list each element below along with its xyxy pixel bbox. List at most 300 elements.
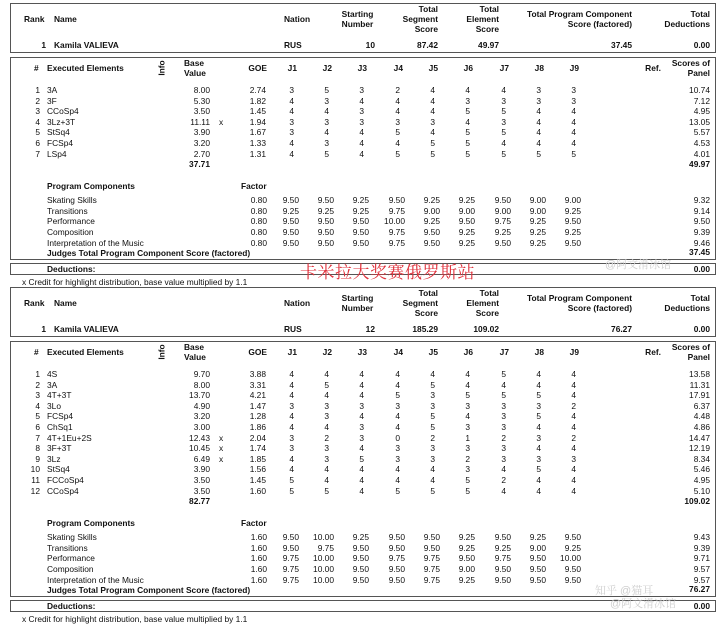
component-judge-score: 9.50 bbox=[423, 542, 440, 553]
footnote: x Credit for highlight distribution, base value multiplied by 1.1 bbox=[22, 614, 248, 624]
element-judge-score: 5 bbox=[395, 148, 400, 159]
component-judge-score: 9.25 bbox=[458, 195, 475, 206]
element-judge-score: 4 bbox=[359, 138, 364, 148]
element-judge-score: 4 bbox=[289, 464, 294, 475]
rank-value: 1 bbox=[41, 324, 46, 334]
judge-header-j8: J8 bbox=[534, 347, 544, 357]
tpcs-value: 76.27 bbox=[611, 324, 632, 334]
element-num: 4 bbox=[35, 116, 40, 127]
element-judge-score: 5 bbox=[430, 411, 435, 422]
info-header: Info bbox=[156, 344, 167, 360]
element-judge-score: 3 bbox=[395, 400, 400, 411]
element-base-value: 12.43 bbox=[189, 432, 210, 443]
element-judge-score: 4 bbox=[571, 464, 576, 475]
footnote: x Credit for highlight distribution, base value multiplied by 1.1 bbox=[22, 277, 248, 288]
element-judge-score: 4 bbox=[430, 464, 435, 475]
judge-header-j5: J5 bbox=[428, 347, 438, 357]
tpcs-label: Score (factored) bbox=[567, 19, 632, 29]
element-judge-score: 3 bbox=[430, 390, 435, 401]
component-name: Performance bbox=[47, 216, 95, 227]
element-judge-score: 4 bbox=[501, 379, 506, 390]
component-judge-score: 9.00 bbox=[529, 195, 546, 206]
tpcs-value: 37.45 bbox=[611, 40, 632, 50]
element-judge-score: 4 bbox=[324, 390, 329, 401]
element-judge-score: 5 bbox=[324, 379, 329, 390]
component-judge-score: 10.00 bbox=[313, 574, 334, 585]
starting-number-value: 12 bbox=[365, 324, 375, 334]
element-judge-score: 4 bbox=[571, 369, 576, 379]
component-name: Composition bbox=[47, 227, 94, 237]
goe-header: GOE bbox=[248, 63, 267, 73]
element-judge-score: 4 bbox=[289, 411, 294, 422]
component-factor: 1.60 bbox=[250, 542, 267, 553]
total-element-score-label: Element bbox=[466, 14, 499, 24]
element-goe: 1.60 bbox=[249, 485, 266, 496]
component-panel-score: 9.57 bbox=[693, 574, 710, 585]
element-base-value: 10.45 bbox=[189, 443, 210, 454]
element-goe: 1.67 bbox=[249, 127, 266, 138]
element-name: FCSp4 bbox=[47, 138, 74, 148]
element-panel-score: 12.19 bbox=[689, 443, 710, 454]
judge-header-j3: J3 bbox=[357, 63, 367, 73]
total-element-score-value: 49.97 bbox=[478, 40, 499, 50]
watermark: @阿文滑冰馆 bbox=[605, 259, 672, 271]
element-num: 1 bbox=[35, 85, 40, 95]
element-judge-score: 4 bbox=[359, 485, 364, 496]
total-element-score-label: Score bbox=[475, 24, 499, 34]
element-judge-score: 3 bbox=[324, 411, 329, 422]
base-value-header: Base bbox=[184, 58, 205, 68]
element-judge-score: 3 bbox=[536, 400, 541, 411]
nation-label: Nation bbox=[284, 14, 311, 24]
element-name: LSp4 bbox=[47, 148, 67, 159]
element-judge-score: 4 bbox=[359, 475, 364, 485]
element-name: 3A bbox=[47, 85, 58, 95]
element-goe: 3.31 bbox=[249, 379, 266, 390]
element-judge-score: 4 bbox=[324, 464, 329, 475]
component-judge-score: 9.50 bbox=[388, 532, 405, 543]
element-name: ChSq1 bbox=[47, 422, 73, 432]
element-judge-score: 4 bbox=[324, 106, 329, 117]
element-judge-score: 5 bbox=[289, 485, 294, 496]
component-judge-score: 9.50 bbox=[352, 227, 369, 237]
element-judge-score: 3 bbox=[324, 443, 329, 454]
component-judge-score: 9.75 bbox=[423, 574, 440, 585]
elements-total: 109.02 bbox=[684, 496, 710, 507]
component-judge-score: 10.00 bbox=[384, 216, 405, 227]
element-panel-score: 14.47 bbox=[689, 432, 710, 443]
component-judge-score: 9.75 bbox=[282, 553, 299, 564]
element-judge-score: 4 bbox=[289, 453, 294, 464]
element-judge-score: 4 bbox=[395, 464, 400, 475]
element-judge-score: 5 bbox=[324, 485, 329, 496]
total-element-score-label: Score bbox=[475, 308, 499, 318]
starting-number-label: Number bbox=[341, 19, 374, 29]
element-judge-score: 4 bbox=[359, 411, 364, 422]
component-judge-score: 9.50 bbox=[423, 532, 440, 543]
component-judge-score: 9.50 bbox=[352, 216, 369, 227]
component-judge-score: 9.25 bbox=[564, 205, 581, 216]
goe-header: GOE bbox=[248, 347, 267, 357]
element-judge-score: 4 bbox=[324, 475, 329, 485]
element-goe: 1.86 bbox=[249, 422, 266, 432]
component-judge-score: 9.50 bbox=[494, 574, 511, 585]
element-judge-score: 4 bbox=[536, 379, 541, 390]
element-judge-score: 3 bbox=[289, 85, 294, 95]
skater-name: Kamila VALIEVA bbox=[54, 324, 119, 334]
element-judge-score: 4 bbox=[395, 138, 400, 148]
element-judge-score: 3 bbox=[289, 432, 294, 443]
judge-header-j2: J2 bbox=[322, 63, 332, 73]
judge-header-j1: J1 bbox=[287, 347, 297, 357]
element-judge-score: 5 bbox=[501, 106, 506, 117]
element-judge-score: 3 bbox=[289, 400, 294, 411]
component-judge-score: 9.50 bbox=[282, 195, 299, 206]
component-judge-score: 9.50 bbox=[317, 195, 334, 206]
element-judge-score: 4 bbox=[324, 422, 329, 432]
element-judge-score: 4 bbox=[430, 475, 435, 485]
element-num: 12 bbox=[30, 485, 40, 496]
component-name: Interpretation of the Music bbox=[47, 237, 144, 248]
judges-total-value: 76.27 bbox=[689, 584, 710, 595]
element-judge-score: 4 bbox=[465, 411, 470, 422]
element-judge-score: 4 bbox=[571, 116, 576, 127]
component-judge-score: 9.50 bbox=[388, 574, 405, 585]
component-panel-score: 9.71 bbox=[693, 553, 710, 564]
rank-value: 1 bbox=[41, 40, 46, 50]
element-goe: 1.31 bbox=[249, 148, 266, 159]
total-segment-score-label: Segment bbox=[402, 14, 438, 24]
component-name: Interpretation of the Music bbox=[47, 574, 144, 585]
element-judge-score: 4 bbox=[430, 369, 435, 379]
element-judge-score: 4 bbox=[536, 443, 541, 454]
element-judge-score: 4 bbox=[395, 95, 400, 106]
element-judge-score: 4 bbox=[395, 422, 400, 432]
component-factor: 0.80 bbox=[250, 205, 267, 216]
element-judge-score: 5 bbox=[536, 148, 541, 159]
element-judge-score: 4 bbox=[395, 379, 400, 390]
component-panel-score: 9.39 bbox=[693, 227, 710, 237]
element-judge-score: 4 bbox=[359, 464, 364, 475]
element-judge-score: 2 bbox=[501, 475, 506, 485]
element-name: 3Lo bbox=[47, 400, 61, 411]
element-judge-score: 4 bbox=[359, 95, 364, 106]
element-judge-score: 3 bbox=[359, 422, 364, 432]
element-num: 3 bbox=[35, 106, 40, 117]
element-judge-score: 4 bbox=[359, 148, 364, 159]
component-judge-score: 9.50 bbox=[388, 542, 405, 553]
component-name: Skating Skills bbox=[47, 195, 97, 206]
base-value-total: 37.71 bbox=[189, 159, 210, 170]
element-goe: 1.45 bbox=[249, 106, 266, 117]
element-judge-score: 4 bbox=[571, 127, 576, 138]
element-judge-score: 3 bbox=[395, 453, 400, 464]
element-goe: 1.33 bbox=[249, 138, 266, 148]
component-judge-score: 9.50 bbox=[282, 216, 299, 227]
element-judge-score: 3 bbox=[501, 116, 506, 127]
element-judge-score: 4 bbox=[395, 369, 400, 379]
total-deductions-label: Deductions bbox=[664, 19, 710, 29]
element-num-header: # bbox=[34, 347, 39, 357]
component-judge-score: 9.50 bbox=[317, 227, 334, 237]
component-judge-score: 9.50 bbox=[458, 216, 475, 227]
element-judge-score: 2 bbox=[465, 453, 470, 464]
element-judge-score: 3 bbox=[465, 464, 470, 475]
element-judge-score: 4 bbox=[536, 116, 541, 127]
component-factor: 1.60 bbox=[250, 574, 267, 585]
component-judge-score: 9.25 bbox=[529, 532, 546, 543]
component-judge-score: 9.00 bbox=[458, 564, 475, 574]
element-judge-score: 4 bbox=[571, 138, 576, 148]
element-base-value: 3.00 bbox=[193, 422, 210, 432]
element-goe: 4.21 bbox=[249, 390, 266, 401]
element-judge-score: 4 bbox=[536, 422, 541, 432]
component-judge-score: 9.25 bbox=[564, 542, 581, 553]
component-judge-score: 9.25 bbox=[458, 227, 475, 237]
component-judge-score: 9.50 bbox=[282, 542, 299, 553]
total-segment-score-label: Total bbox=[418, 288, 438, 298]
element-judge-score: 3 bbox=[501, 400, 506, 411]
element-judge-score: 5 bbox=[430, 148, 435, 159]
element-judge-score: 3 bbox=[395, 116, 400, 127]
element-num: 3 bbox=[35, 390, 40, 401]
element-judge-score: 4 bbox=[536, 485, 541, 496]
element-judge-score: 4 bbox=[289, 422, 294, 432]
component-judge-score: 9.50 bbox=[423, 227, 440, 237]
element-judge-score: 2 bbox=[395, 85, 400, 95]
component-judge-score: 9.50 bbox=[352, 542, 369, 553]
component-name: Composition bbox=[47, 564, 94, 574]
element-judge-score: 5 bbox=[395, 390, 400, 401]
judge-header-j6: J6 bbox=[463, 347, 473, 357]
element-judge-score: 4 bbox=[395, 106, 400, 117]
ref-header: Ref. bbox=[645, 63, 661, 73]
element-name: FCCoSp4 bbox=[47, 475, 84, 485]
component-judge-score: 9.75 bbox=[282, 564, 299, 574]
element-judge-score: 5 bbox=[536, 390, 541, 401]
executed-elements-header: Executed Elements bbox=[47, 63, 124, 73]
element-goe: 3.88 bbox=[249, 369, 266, 379]
component-judge-score: 9.75 bbox=[423, 553, 440, 564]
element-judge-score: 3 bbox=[465, 95, 470, 106]
nation-label: Nation bbox=[284, 298, 311, 308]
name-label: Name bbox=[54, 298, 77, 308]
element-goe: 1.85 bbox=[249, 453, 266, 464]
element-base-value: 3.50 bbox=[193, 475, 210, 485]
element-goe: 1.94 bbox=[249, 116, 266, 127]
component-judge-score: 9.50 bbox=[352, 564, 369, 574]
component-judge-score: 9.50 bbox=[388, 195, 405, 206]
program-components-header: Program Components bbox=[47, 181, 135, 192]
element-judge-score: 3 bbox=[501, 453, 506, 464]
component-judge-score: 9.25 bbox=[529, 227, 546, 237]
component-judge-score: 9.50 bbox=[282, 227, 299, 237]
component-panel-score: 9.39 bbox=[693, 542, 710, 553]
element-judge-score: 3 bbox=[359, 85, 364, 95]
component-panel-score: 9.50 bbox=[693, 216, 710, 227]
element-judge-score: 4 bbox=[430, 106, 435, 117]
component-panel-score: 9.43 bbox=[693, 532, 710, 543]
element-judge-score: 4 bbox=[289, 379, 294, 390]
element-name: CCoSp4 bbox=[47, 485, 79, 496]
nation-value: RUS bbox=[284, 40, 302, 50]
element-judge-score: 3 bbox=[430, 400, 435, 411]
element-judge-score: 4 bbox=[289, 369, 294, 379]
element-judge-score: 4 bbox=[571, 485, 576, 496]
component-judge-score: 10.00 bbox=[313, 532, 334, 543]
element-panel-score: 7.12 bbox=[693, 95, 710, 106]
skater-name: Kamila VALIEVA bbox=[54, 40, 119, 50]
element-judge-score: 3 bbox=[501, 95, 506, 106]
element-judge-score: 2 bbox=[571, 432, 576, 443]
elements-total: 49.97 bbox=[689, 159, 710, 170]
component-judge-score: 10.00 bbox=[560, 553, 581, 564]
element-judge-score: 3 bbox=[430, 443, 435, 454]
element-goe: 1.47 bbox=[249, 400, 266, 411]
element-num: 1 bbox=[35, 369, 40, 379]
deductions-value: 0.00 bbox=[693, 264, 710, 275]
total-segment-score-label: Score bbox=[414, 308, 438, 318]
component-panel-score: 9.46 bbox=[693, 237, 710, 248]
element-judge-score: 5 bbox=[324, 85, 329, 95]
element-panel-score: 5.57 bbox=[693, 127, 710, 138]
element-judge-score: 4 bbox=[289, 138, 294, 148]
element-judge-score: 4 bbox=[395, 411, 400, 422]
component-judge-score: 9.25 bbox=[423, 216, 440, 227]
element-judge-score: 5 bbox=[430, 138, 435, 148]
element-judge-score: 3 bbox=[501, 411, 506, 422]
element-num: 8 bbox=[35, 443, 40, 454]
segment-short-program bbox=[0, 0, 720, 288]
component-judge-score: 9.50 bbox=[352, 553, 369, 564]
total-deductions-label: Deductions bbox=[664, 303, 710, 313]
element-judge-score: 3 bbox=[571, 453, 576, 464]
element-judge-score: 5 bbox=[430, 485, 435, 496]
component-factor: 1.60 bbox=[250, 553, 267, 564]
judge-header-j4: J4 bbox=[393, 347, 403, 357]
element-panel-score: 4.01 bbox=[693, 148, 710, 159]
element-judge-score: 3 bbox=[324, 138, 329, 148]
element-judge-score: 3 bbox=[536, 95, 541, 106]
element-num: 6 bbox=[35, 138, 40, 148]
component-judge-score: 9.25 bbox=[352, 532, 369, 543]
element-goe: 2.74 bbox=[249, 85, 266, 95]
element-base-value: 9.70 bbox=[193, 369, 210, 379]
judge-header-j7: J7 bbox=[499, 347, 509, 357]
element-num: 11 bbox=[31, 475, 40, 485]
element-judge-score: 4 bbox=[395, 475, 400, 485]
element-judge-score: 2 bbox=[430, 432, 435, 443]
element-judge-score: 5 bbox=[501, 127, 506, 138]
element-panel-score: 5.10 bbox=[693, 485, 710, 496]
element-goe: 1.28 bbox=[249, 411, 266, 422]
element-judge-score: 5 bbox=[465, 475, 470, 485]
watermark: 知乎 @猫耳 bbox=[595, 585, 654, 597]
element-judge-score: 3 bbox=[324, 453, 329, 464]
judge-header-j5: J5 bbox=[428, 63, 438, 73]
element-judge-score: 4 bbox=[571, 443, 576, 454]
component-judge-score: 9.50 bbox=[317, 216, 334, 227]
element-judge-score: 5 bbox=[501, 148, 506, 159]
element-judge-score: 4 bbox=[324, 369, 329, 379]
total-element-score-value: 109.02 bbox=[473, 324, 499, 334]
component-panel-score: 9.14 bbox=[693, 205, 710, 216]
element-base-value: 3.20 bbox=[193, 411, 210, 422]
element-judge-score: 5 bbox=[465, 485, 470, 496]
component-judge-score: 9.50 bbox=[564, 574, 581, 585]
element-num: 7 bbox=[35, 432, 40, 443]
element-judge-score: 2 bbox=[501, 432, 506, 443]
element-panel-score: 10.74 bbox=[689, 85, 710, 95]
component-judge-score: 9.25 bbox=[529, 237, 546, 248]
component-judge-score: 9.50 bbox=[423, 237, 440, 248]
component-judge-score: 9.50 bbox=[352, 237, 369, 248]
element-judge-score: 4 bbox=[359, 390, 364, 401]
tpcs-label: Score (factored) bbox=[567, 303, 632, 313]
element-judge-score: 3 bbox=[289, 116, 294, 127]
element-base-value: 8.00 bbox=[193, 379, 210, 390]
base-value-header: Value bbox=[184, 352, 206, 362]
element-judge-score: 3 bbox=[536, 432, 541, 443]
element-judge-score: 4 bbox=[465, 369, 470, 379]
base-value-header: Base bbox=[184, 342, 205, 352]
judge-header-j2: J2 bbox=[322, 347, 332, 357]
element-judge-score: 3 bbox=[501, 443, 506, 454]
component-judge-score: 9.50 bbox=[388, 564, 405, 574]
judge-header-j3: J3 bbox=[357, 347, 367, 357]
factor-header: Factor bbox=[241, 518, 267, 529]
element-base-value: 11.11 bbox=[190, 116, 210, 127]
element-panel-score: 4.53 bbox=[693, 138, 710, 148]
component-judge-score: 10.00 bbox=[313, 553, 334, 564]
factor-header: Factor bbox=[241, 181, 267, 192]
element-panel-score: 4.48 bbox=[693, 411, 710, 422]
element-judge-score: 5 bbox=[430, 422, 435, 432]
element-base-value: 3.90 bbox=[193, 127, 210, 138]
component-factor: 0.80 bbox=[250, 195, 267, 206]
component-judge-score: 9.25 bbox=[458, 542, 475, 553]
element-bonus-marker: x bbox=[219, 116, 224, 127]
element-judge-score: 3 bbox=[430, 116, 435, 127]
element-num-header: # bbox=[34, 63, 39, 73]
judge-header-j1: J1 bbox=[287, 63, 297, 73]
element-num: 2 bbox=[35, 95, 40, 106]
element-num: 5 bbox=[35, 411, 40, 422]
element-judge-score: 4 bbox=[324, 127, 329, 138]
element-judge-score: 4 bbox=[501, 485, 506, 496]
component-name: Transitions bbox=[47, 205, 88, 216]
element-judge-score: 3 bbox=[465, 400, 470, 411]
element-num: 5 bbox=[35, 127, 40, 138]
element-name: 3A bbox=[47, 379, 58, 390]
component-judge-score: 9.75 bbox=[388, 553, 405, 564]
element-judge-score: 3 bbox=[289, 443, 294, 454]
total-deductions-label: Total bbox=[690, 9, 710, 19]
component-judge-score: 9.25 bbox=[529, 216, 546, 227]
element-panel-score: 5.46 bbox=[693, 464, 710, 475]
element-goe: 2.04 bbox=[249, 432, 266, 443]
element-judge-score: 4 bbox=[536, 475, 541, 485]
element-name: 3F+3T bbox=[47, 443, 72, 454]
element-judge-score: 5 bbox=[359, 453, 364, 464]
component-panel-score: 9.32 bbox=[693, 195, 710, 206]
element-bonus-marker: x bbox=[219, 453, 224, 464]
total-segment-score-label: Segment bbox=[402, 298, 438, 308]
element-judge-score: 1 bbox=[465, 432, 470, 443]
component-judge-score: 9.00 bbox=[529, 205, 546, 216]
component-judge-score: 9.50 bbox=[458, 553, 475, 564]
element-judge-score: 4 bbox=[571, 390, 576, 401]
